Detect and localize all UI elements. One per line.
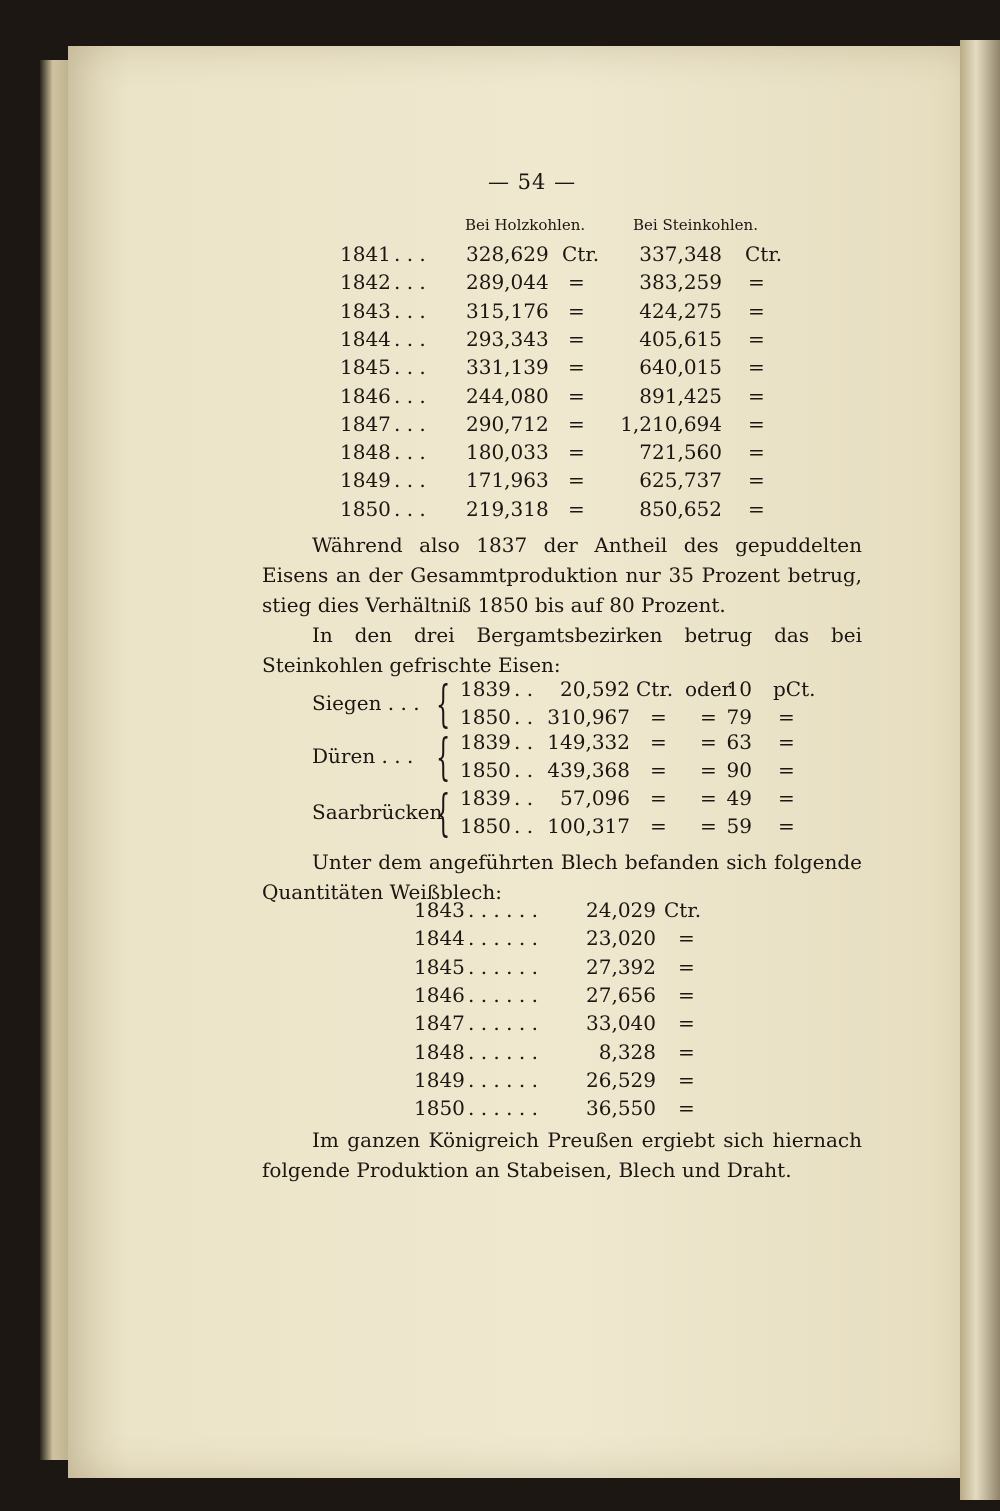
unit-cell: = bbox=[568, 440, 585, 465]
percent-unit: = bbox=[778, 786, 795, 810]
unit-cell: = bbox=[678, 1011, 695, 1036]
year-cell: 1845 bbox=[340, 355, 391, 380]
table-row bbox=[340, 299, 780, 327]
paragraph-bergamt bbox=[262, 620, 862, 680]
dots-cell: . . . . . . bbox=[468, 926, 538, 951]
steinkohlen-value: 721,560 bbox=[639, 440, 722, 465]
unit-cell: = bbox=[748, 440, 765, 465]
steinkohlen-value: 1,210,694 bbox=[620, 411, 722, 436]
table-row bbox=[340, 412, 780, 440]
dots-cell: . . . bbox=[394, 383, 426, 408]
unit-cell: = bbox=[748, 411, 765, 436]
unit-cell: = bbox=[568, 496, 585, 521]
holzkohlen-value: 328,629 bbox=[466, 242, 549, 266]
unit-cell: = bbox=[568, 411, 585, 436]
ratio-word: = bbox=[700, 786, 717, 810]
paragraph-text: Im ganzen Königreich Preußen ergiebt sich hiernach folgende Produktion an Stabeisen, Blech und Draht. bbox=[262, 1128, 862, 1182]
year-cell: 1844 bbox=[414, 926, 465, 951]
dots-cell: . . . . . . bbox=[468, 1011, 538, 1036]
year-cell: 1850 bbox=[460, 758, 511, 782]
dots-cell: . . . bbox=[394, 298, 426, 323]
dots-cell: . . . bbox=[394, 411, 426, 436]
dots-cell: . . . bbox=[394, 326, 426, 351]
year-cell: 1846 bbox=[414, 982, 465, 1007]
amount-cell: 439,368 bbox=[547, 758, 630, 782]
steinkohlen-value: 405,615 bbox=[639, 326, 722, 351]
table-row bbox=[340, 384, 780, 412]
steinkohlen-value: 337,348 bbox=[639, 242, 722, 266]
year-cell: 1843 bbox=[340, 298, 391, 323]
percent-cell: 79 bbox=[726, 705, 752, 729]
year-cell: 1850 bbox=[460, 814, 511, 838]
year-cell: 1849 bbox=[340, 468, 391, 493]
year-cell: 1845 bbox=[414, 954, 465, 979]
unit-cell: = bbox=[748, 355, 765, 380]
amount-cell: 24,029 bbox=[586, 898, 656, 922]
percent-cell: 10 bbox=[726, 677, 752, 701]
amount-cell: 27,656 bbox=[586, 982, 656, 1007]
year-cell: 1848 bbox=[414, 1039, 465, 1064]
dots-cell: . . bbox=[514, 705, 534, 729]
amount-cell: 33,040 bbox=[586, 1011, 656, 1036]
col-header-holzkohlen: Bei Holzkohlen. bbox=[465, 216, 586, 234]
unit-cell: = bbox=[568, 298, 585, 323]
paragraph-weissblech bbox=[262, 847, 862, 907]
year-cell: 1842 bbox=[340, 270, 391, 295]
brace-glyph: { bbox=[436, 675, 451, 733]
steinkohlen-value: 850,652 bbox=[639, 496, 722, 521]
district-name: Saarbrücken bbox=[312, 800, 443, 824]
holzkohlen-value: 331,139 bbox=[466, 355, 549, 380]
unit-cell: = bbox=[650, 758, 667, 782]
ratio-word: = bbox=[700, 705, 717, 729]
ratio-word: oder bbox=[685, 677, 732, 701]
unit-cell: = bbox=[568, 355, 585, 380]
amount-cell: 27,392 bbox=[586, 954, 656, 979]
dots-cell: . . bbox=[514, 814, 534, 838]
unit-cell: = bbox=[678, 1039, 695, 1064]
unit-cell: = bbox=[678, 926, 695, 951]
unit-cell: = bbox=[748, 298, 765, 323]
steinkohlen-value: 625,737 bbox=[639, 468, 722, 493]
holzkohlen-value: 244,080 bbox=[466, 383, 549, 408]
unit-cell: Ctr. bbox=[636, 677, 674, 701]
dots-cell: . . bbox=[514, 758, 534, 782]
steinkohlen-value: 640,015 bbox=[639, 355, 722, 380]
year-cell: 1847 bbox=[340, 411, 391, 436]
ratio-word: = bbox=[700, 814, 717, 838]
dots-cell: . . . bbox=[394, 355, 426, 380]
paragraph-text: Unter dem angeführten Blech befanden sich folgende Quantitäten Weißblech: bbox=[262, 850, 862, 904]
amount-cell: 26,529 bbox=[586, 1067, 656, 1092]
holzkohlen-value: 171,963 bbox=[466, 468, 549, 493]
ratio-word: = bbox=[700, 758, 717, 782]
dots-cell: . . . . . . bbox=[468, 1096, 538, 1121]
holzkohlen-value: 289,044 bbox=[466, 270, 549, 295]
unit-cell: = bbox=[678, 982, 695, 1007]
year-cell: 1850 bbox=[340, 496, 391, 521]
percent-unit: = bbox=[778, 730, 795, 754]
table-row bbox=[340, 468, 780, 496]
holzkohlen-value: 290,712 bbox=[466, 411, 549, 436]
dots-cell: . . . bbox=[394, 440, 426, 465]
unit-cell: = bbox=[678, 954, 695, 979]
percent-cell: 90 bbox=[726, 758, 752, 782]
percent-cell: 59 bbox=[726, 814, 752, 838]
brace-glyph: { bbox=[436, 784, 451, 842]
unit-cell: = bbox=[568, 383, 585, 408]
unit-cell: = bbox=[650, 730, 667, 754]
year-cell: 1841 bbox=[340, 242, 391, 266]
holzkohlen-value: 293,343 bbox=[466, 326, 549, 351]
year-cell: 1839 bbox=[460, 677, 511, 701]
paragraph-text: In den drei Bergamtsbezirken betrug das bei Steinkohlen gefrischte Eisen: bbox=[262, 623, 862, 677]
year-cell: 1846 bbox=[340, 383, 391, 408]
unit-cell: = bbox=[568, 270, 585, 295]
year-cell: 1850 bbox=[414, 1096, 465, 1121]
year-cell: 1839 bbox=[460, 786, 511, 810]
unit-cell: = bbox=[650, 705, 667, 729]
table-row bbox=[340, 327, 780, 355]
percent-cell: 49 bbox=[726, 786, 752, 810]
unit-cell: = bbox=[568, 326, 585, 351]
unit-cell: Ctr. bbox=[745, 242, 783, 266]
dots-cell: . . bbox=[514, 786, 534, 810]
year-cell: 1843 bbox=[414, 898, 465, 922]
dots-cell: . . . bbox=[394, 468, 426, 493]
dots-cell: . . bbox=[514, 730, 534, 754]
year-cell: 1850 bbox=[460, 705, 511, 729]
district-name: Düren . . . bbox=[312, 744, 414, 768]
percent-unit: = bbox=[778, 705, 795, 729]
table-row bbox=[340, 270, 780, 298]
year-cell: 1844 bbox=[340, 326, 391, 351]
unit-cell: Ctr. bbox=[562, 242, 600, 266]
table-row bbox=[340, 355, 780, 383]
amount-cell: 149,332 bbox=[547, 730, 630, 754]
table-row bbox=[340, 497, 780, 525]
page-number: — 54 — bbox=[488, 170, 577, 194]
steinkohlen-value: 891,425 bbox=[639, 383, 722, 408]
amount-cell: 310,967 bbox=[547, 705, 630, 729]
paragraph-gepuddelt bbox=[262, 530, 862, 620]
brace-glyph: { bbox=[436, 728, 451, 786]
year-cell: 1849 bbox=[414, 1067, 465, 1092]
dots-cell: . . . . . . bbox=[468, 954, 538, 979]
unit-cell: = bbox=[678, 1067, 695, 1092]
amount-cell: 57,096 bbox=[560, 786, 630, 810]
steinkohlen-value: 383,259 bbox=[639, 270, 722, 295]
amount-cell: 20,592 bbox=[560, 677, 630, 701]
holzkohlen-value: 219,318 bbox=[466, 496, 549, 521]
holzkohlen-value: 180,033 bbox=[466, 440, 549, 465]
district-name: Siegen . . . bbox=[312, 691, 420, 715]
year-cell: 1839 bbox=[460, 730, 511, 754]
amount-cell: 100,317 bbox=[547, 814, 630, 838]
amount-cell: 36,550 bbox=[586, 1096, 656, 1121]
unit-cell: = bbox=[748, 383, 765, 408]
steinkohlen-value: 424,275 bbox=[639, 298, 722, 323]
year-cell: 1848 bbox=[340, 440, 391, 465]
unit-cell: = bbox=[748, 468, 765, 493]
holzkohlen-value: 315,176 bbox=[466, 298, 549, 323]
dots-cell: . . bbox=[514, 677, 534, 701]
unit-cell: = bbox=[748, 326, 765, 351]
unit-cell: = bbox=[748, 496, 765, 521]
paragraph-preussen bbox=[262, 1125, 862, 1185]
col-header-steinkohlen: Bei Steinkohlen. bbox=[633, 216, 758, 234]
table-row bbox=[340, 440, 780, 468]
amount-cell: 23,020 bbox=[586, 926, 656, 951]
unit-cell: = bbox=[568, 468, 585, 493]
dots-cell: . . . . . . bbox=[468, 1039, 538, 1064]
dots-cell: . . . bbox=[394, 270, 426, 295]
dots-cell: . . . bbox=[394, 496, 426, 521]
amount-cell: 8,328 bbox=[598, 1039, 656, 1064]
table-row bbox=[340, 242, 783, 270]
dots-cell: . . . . . . bbox=[468, 1067, 538, 1092]
paragraph-text: Während also 1837 der Antheil des gepuddelten Eisens an der Gesammtproduktion nur 35 Prozent betrug, stieg dies Verhältniß 1850 bis auf 80 Prozent. bbox=[262, 533, 862, 617]
dots-cell: . . . . . . bbox=[468, 982, 538, 1007]
unit-cell: = bbox=[650, 786, 667, 810]
percent-unit: = bbox=[778, 758, 795, 782]
unit-cell: = bbox=[650, 814, 667, 838]
unit-cell: Ctr. bbox=[664, 898, 702, 922]
dots-cell: . . . . . . bbox=[468, 898, 538, 922]
percent-unit: pCt. bbox=[773, 677, 816, 701]
percent-unit: = bbox=[778, 814, 795, 838]
year-cell: 1847 bbox=[414, 1011, 465, 1036]
dots-cell: . . . bbox=[394, 242, 426, 266]
unit-cell: = bbox=[678, 1096, 695, 1121]
ratio-word: = bbox=[700, 730, 717, 754]
percent-cell: 63 bbox=[726, 730, 752, 754]
right-page-edge bbox=[960, 40, 1000, 1500]
unit-cell: = bbox=[748, 270, 765, 295]
